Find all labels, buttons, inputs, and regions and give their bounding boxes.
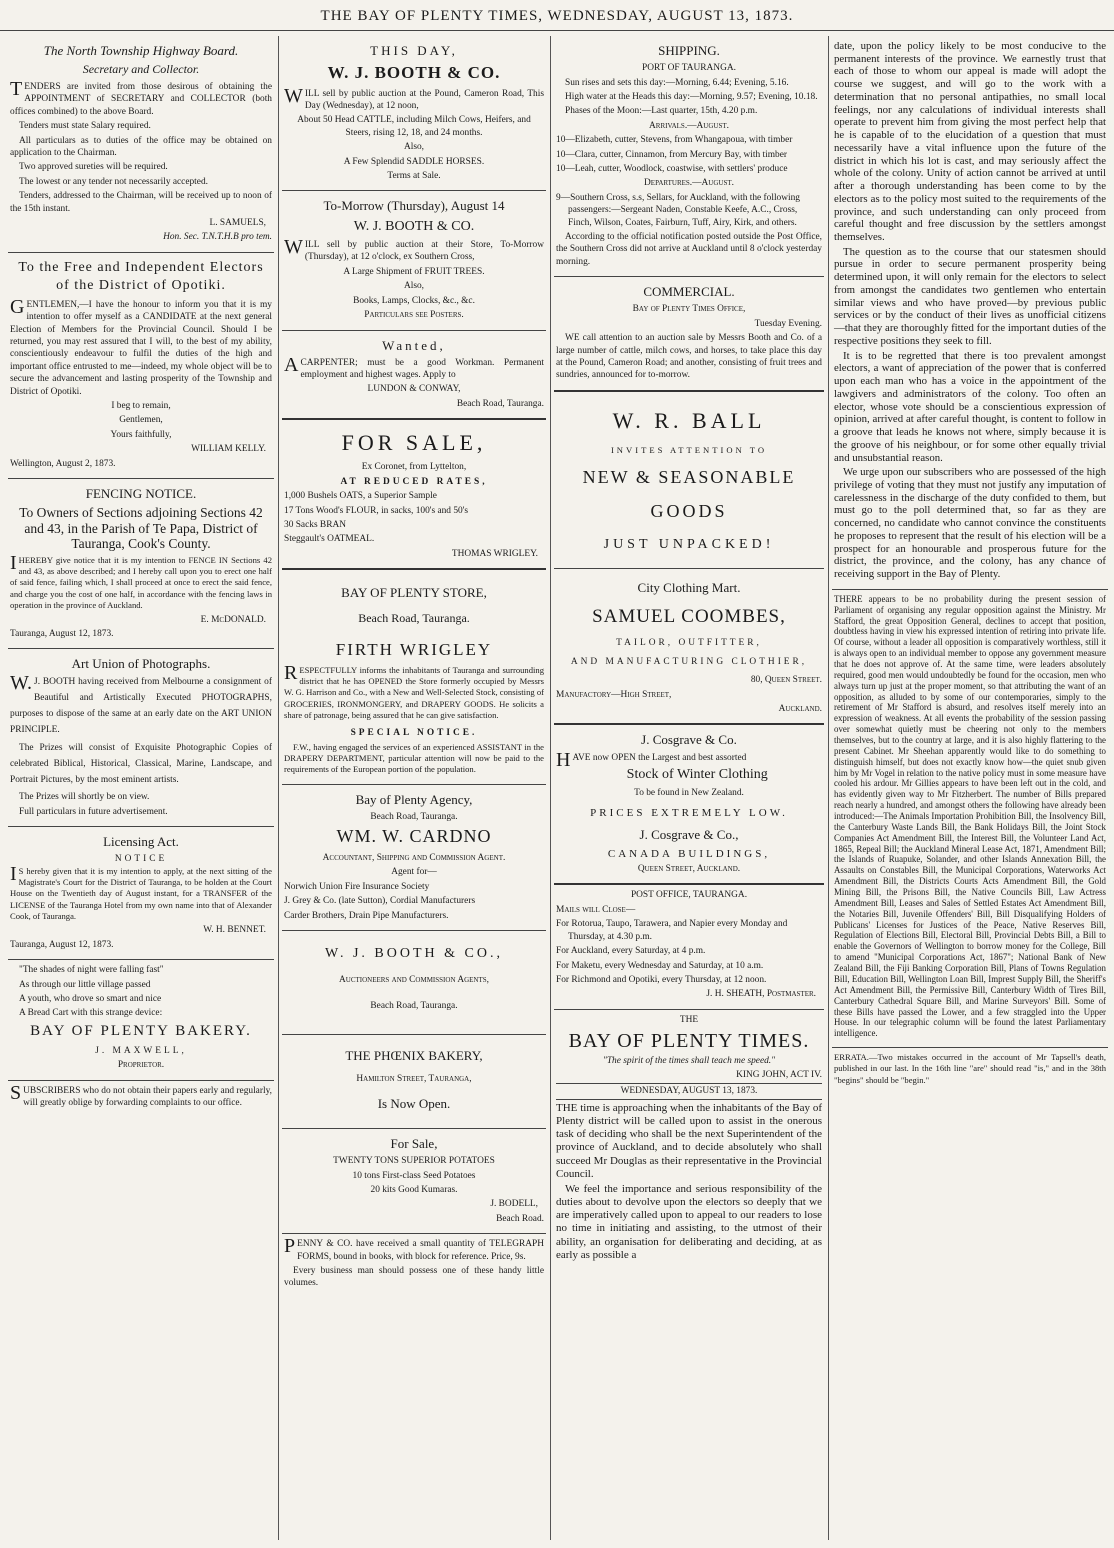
wanted-body: ACARPENTER; must be a good Workman. Permanent employment and highest wages. Apply to <box>284 353 544 381</box>
wanted-firm: LUNDON & CONWAY, <box>367 384 461 395</box>
agency-role: Accountant, Shipping and Commission Agent. <box>322 853 506 864</box>
electors-title: To the Free and Independent Electors of the District of Opotiki. <box>18 259 264 294</box>
phoenix-address: Hamilton Street, Tauranga, <box>356 1073 472 1084</box>
post-office-mails: Mails will Close— <box>556 904 636 915</box>
for-sale-item3: 30 Sacks BRAN <box>284 519 346 530</box>
fencing-sig: E. McDONALD. <box>200 614 266 625</box>
potatoes-line3: 20 kits Good Kumaras. <box>370 1185 458 1196</box>
errata-text: ERRATA.—Two mistakes occurred in the account of Mr Tapsell's death, published in our last. In the 16th line "are" should read "is," and in the 38th "begins" should be "begin." <box>834 1052 1106 1085</box>
auction-tomorrow-item: A Large Shipment of FRUIT TREES. <box>343 266 485 277</box>
bakery-role: Proprietor. <box>117 1060 165 1071</box>
tenders-advert <box>8 36 274 253</box>
bakery-line3: A youth, who drove so smart and nice <box>19 994 162 1005</box>
special-notice-body: F.W., having engaged the services of an experienced ASSISTANT in the DRAPERY DEPARTMENT, particular attention will now be paid to the requirements of the European portion of the population. <box>284 741 544 775</box>
coombes-name: SAMUEL COOMBES, <box>592 606 786 628</box>
auction-today-body: WILL sell by public auction at the Pound, Cameron Road, This Day (Wednesday), at 12 noon, <box>284 84 544 111</box>
electors-close3: Yours faithfully, <box>110 429 172 440</box>
phoenix-title: THE PHŒNIX BAKERY, <box>345 1048 483 1064</box>
tenders-p3: All particulars as to duties of the office may be obtained on application to the Chairman. <box>10 135 272 159</box>
agency-item3: Carder Brothers, Drain Pipe Manufacturers. <box>284 910 449 921</box>
editorial-p4: The question as to the course that our statesmen should pursue in order to secure permanent prosperity being determined upon, it will only remain for the electors to select from amongst the candidates two gentlemen who entertain similar views and who have proved—by previous public services or by the conduct of their lives as unofficial citizens—that they are thoroughly fitted for the important duties of the respective positions they seek to fill. <box>834 245 1106 347</box>
agency-for: Agent for— <box>391 867 437 878</box>
departure-1: 9—Southern Cross, s.s, Sellars, for Auckland, with the following passengers:—Sergeant Naden, Constable Keefe, A.C., Cross, Finch, Wilson, Coates, Fairburn, Tuff, Airy, Kirk, and others. <box>556 192 800 228</box>
tenders-p4: Two approved sureties will be required. <box>19 162 168 173</box>
commercial-title: COMMERCIAL. <box>643 284 735 300</box>
post-office-mail4: For Richmond and Opotiki, every Thursday, at 12 noon. <box>556 974 767 985</box>
coombes-advert <box>554 569 824 725</box>
column-rule <box>550 36 551 1540</box>
column-1 <box>8 36 274 1540</box>
arrival-1: 10—Elizabeth, cutter, Stevens, from Whangapoua, with timber <box>556 135 793 146</box>
for-sale-ex: Ex Coronet, from Lyttelton, <box>361 462 467 473</box>
subscribers-notice <box>8 1081 274 1118</box>
bakery-sig: J. MAXWELL, <box>95 1045 187 1056</box>
agency-address: Beach Road, Tauranga. <box>370 811 458 822</box>
masthead <box>0 4 1114 31</box>
for-sale-sig: THOMAS WRIGLEY. <box>451 548 538 559</box>
cosgrave-found: To be found in New Zealand. <box>634 788 744 799</box>
auction-today-also: Also, <box>403 142 425 153</box>
art-union-p4: Full particulars in future advertisement. <box>19 806 168 817</box>
electors-sig: WILLIAM KELLY. <box>191 444 266 455</box>
auction-tomorrow-particulars: Particulars see Posters. <box>364 310 464 321</box>
cosgrave-advert <box>554 725 824 885</box>
shipping-moon: Phases of the Moon:—Last quarter, 15th, 4.20 p.m. <box>565 106 758 117</box>
art-union-advert <box>8 649 274 827</box>
auction-today-head: THIS DAY, <box>370 43 458 58</box>
ball-advert <box>554 392 824 569</box>
for-sale-title: FOR SALE, <box>341 430 487 456</box>
fencing-body: IHEREBY give notice that it is my intention to FENCE IN Sections 42 and 43, as above described; and I hereby call upon you to erect one half of said fence, failing which, I shall proceed at once to erect the said fence, and charge you the cost of one half, in accordance with the fencing laws in operation in the province of Auckland. <box>10 551 272 611</box>
potatoes-line1: TWENTY TONS SUPERIOR POTATOES <box>333 1156 495 1167</box>
licensing-body: IS hereby given that it is my intention to apply, at the next sitting of the Magistrate's Court for the District of Tauranga, to be holden at the Court House on the Twentieth day of August instant, for a TRANSFER of the LICENSE of the Tauranga Hotel from my own name into that of Alexander Cook, of Tauranga. <box>10 862 272 922</box>
commercial-office: Bay of Plenty Times Office, <box>632 304 746 315</box>
cosgrave-building: CANADA BUILDINGS, <box>607 847 771 860</box>
for-sale-reduced: AT REDUCED RATES, <box>340 476 488 487</box>
cosgrave-body: HAVE now OPEN the Largest and best assorted <box>556 748 747 771</box>
masthead-title: THE BAY OF PLENTY TIMES, WEDNESDAY, AUGUST 13, 1873. <box>320 8 794 24</box>
booth-card <box>282 931 546 1035</box>
post-office-title: POST OFFICE, TAURANGA. <box>630 890 748 901</box>
editorial-p5: It is to be regretted that there is too prevalent amongst electors, a want of appreciation of the power that is conferred upon each man who has a voice in the appointment of the lawgivers and administrators of the colony. Too often an elector, whose vote should be a conscientious expression of opinion, arrived at after careful thought, is content to follow in a groove that leads he knows not where, simply because it is the groove of his neighbour, or for some other equally trivial and unsubstantial reason. <box>834 349 1106 464</box>
tenders-sig: L. SAMUELS, <box>209 218 266 229</box>
shipping-port: PORT OF TAURANGA. <box>642 63 736 74</box>
editorial-paper-name: BAY OF PLENTY TIMES. <box>568 1030 810 1053</box>
penny-advert <box>282 1234 546 1298</box>
parliament-article <box>832 590 1108 1048</box>
bakery-title: BAY OF PLENTY BAKERY. <box>30 1022 252 1039</box>
agency-advert <box>282 785 546 931</box>
editorial-motto: "The spirit of the times shall teach me speed." <box>602 1055 776 1066</box>
tenders-p6: Tenders, addressed to the Chairman, will be received up to noon of the 15th instant. <box>10 191 272 214</box>
shipping-tide: High water at the Heads this day:—Morning, 9.57; Evening, 10.18. <box>565 91 818 102</box>
auction-today-firm: W. J. BOOTH & CO. <box>327 63 501 83</box>
bakery-advert <box>8 960 274 1080</box>
editorial-cite: KING JOHN, ACT IV. <box>736 1069 822 1080</box>
editorial-p2: We feel the importance and serious responsibility of the duties about to devolve upon the electors so deeply that we are imperatively called upon to appeal to our readers to lose no time in initiating and assisting, to the utmost of their ability, an organisation for deliberating and deciding, at as early as possible a <box>556 1182 822 1261</box>
editorial-p6: We urge upon our subscribers who are possessed of the high privilege of voting that they must not justify any imputation of carelessness in the discharge of the duty confided to them, but must go to the poll determined that, so far as they are concerned, no candidate who cannot convince the constituents he proposes to represent that the result of his election will be a prospect for an honourable and prosperous future for the district, the province, and the colony, has any chance of receiving support in the Bay of Plenty. <box>834 466 1106 581</box>
store-advert <box>282 570 546 785</box>
potatoes-title: For Sale, <box>390 1136 438 1152</box>
art-union-p1: W.J. BOOTH having received from Melbourne a consignment of Beautiful and Artistically Executed PHOTOGRAPHS, purposes to dispose of the same at an early date on the ART UNION PRINCIPLE. <box>10 672 272 736</box>
cosgrave-firm: J. Cosgrave & Co. <box>641 732 737 748</box>
auction-tomorrow-head: To-Morrow (Thursday), August 14 <box>323 198 505 214</box>
potatoes-address: Beach Road. <box>496 1213 544 1224</box>
coombes-trade2: AND MANUFACTURING CLOTHIER, <box>570 656 808 667</box>
wanted-title: Wanted, <box>382 337 446 353</box>
shipping-section <box>554 36 824 277</box>
agency-name: WM. W. CARDNO <box>336 826 492 847</box>
licensing-advert <box>8 827 274 960</box>
wanted-advert <box>282 331 546 421</box>
shipping-title: SHIPPING. <box>658 43 720 58</box>
auction-tomorrow-also: Also, <box>403 281 425 292</box>
errata-notice <box>832 1048 1108 1094</box>
coombes-mart: City Clothing Mart. <box>637 580 741 596</box>
tenders-sig-title: Hon. Sec. T.N.T.H.B pro tem. <box>163 232 272 243</box>
column-rule <box>828 36 829 1540</box>
for-sale-item2: 17 Tons Wood's FLOUR, in sacks, 100's and 50's <box>284 505 469 516</box>
ball-invites: INVITES ATTENTION TO <box>610 444 768 455</box>
editorial-date: WEDNESDAY, AUGUST 13, 1873. <box>556 1083 822 1099</box>
auction-today-terms: Terms at Sale. <box>387 171 441 182</box>
penny-p2: Every business man should possess one of these handy little volumes. <box>284 1266 544 1289</box>
tenders-p5: The lowest or any tender not necessarily accepted. <box>19 176 208 187</box>
auction-today-advert <box>282 36 546 191</box>
agency-item2: J. Grey & Co. (late Sutton), Cordial Manufacturers <box>284 896 476 907</box>
shipping-departures: Departures.—August. <box>644 178 734 189</box>
ball-goods2: GOODS <box>650 500 728 521</box>
electors-advert <box>8 253 274 479</box>
editorial-the: THE <box>679 1014 699 1025</box>
auction-tomorrow-firm: W. J. BOOTH & CO. <box>353 218 475 234</box>
ball-unpacked: JUST UNPACKED! <box>603 536 775 552</box>
coombes-factory: Manufactory—High Street, <box>556 689 672 700</box>
ball-goods1: NEW & SEASONABLE <box>582 467 796 488</box>
store-title: BAY OF PLENTY STORE, <box>341 585 487 601</box>
potatoes-sig: J. BODELL, <box>490 1199 538 1210</box>
tenders-title: The North Township Highway Board. <box>43 43 239 58</box>
auction-today-horses: A Few Splendid SADDLE HORSES. <box>343 156 485 167</box>
column-3 <box>554 36 824 1540</box>
editorial-continued <box>832 36 1108 590</box>
post-office-mail1: For Rotorua, Taupo, Tarawera, and Napier every Monday and Thursday, at 4.30 p.m. <box>556 919 788 942</box>
potatoes-advert <box>282 1129 546 1234</box>
bakery-line1: "The shades of night were falling fast" <box>19 965 164 976</box>
booth-name: W. J. BOOTH & CO., <box>325 946 503 962</box>
fencing-date: Tauranga, August 12, 1873. <box>10 628 114 639</box>
store-name: FIRTH WRIGLEY <box>335 640 493 660</box>
post-office-section <box>554 885 824 1009</box>
phoenix-advert <box>282 1035 546 1129</box>
store-body: RESPECTFULLY informs the inhabitants of Tauranga and surrounding district that he has OPENED the Store formerly occupied by Messrs W. G. Harrison and Co., with a New and Well-Selected Stock, consisting of GROCERIES, IRONMONGERY, and DRAPERY GOODS. He solicits a share of patronage, being assured that he can give satisfaction. <box>284 661 544 720</box>
shipping-arrivals: Arrivals.—August. <box>649 120 729 131</box>
commercial-section <box>554 277 824 392</box>
tenders-subtitle: Secretary and Collector. <box>82 62 200 77</box>
column-2 <box>282 36 546 1540</box>
art-union-p2: The Prizes will consist of Exquisite Photographic Copies of celebrated Biblical, Historical, Classical, Marine, Landscape, and Portrait Pictures, by the most eminent artists. <box>10 743 272 786</box>
penny-p1: PENNY & CO. have received a small quantity of TELEGRAPH FORMS, bound in books, with block for reference. Price, 9s. <box>284 1235 544 1262</box>
arrival-2: 10—Clara, cutter, Cinnamon, from Mercury Bay, with timber <box>556 149 787 160</box>
electors-close2: Gentlemen, <box>119 415 163 426</box>
potatoes-line2: 10 tons First-class Seed Potatoes <box>352 1170 476 1181</box>
store-address: Beach Road, Tauranga. <box>358 611 470 626</box>
fencing-advert <box>8 479 274 649</box>
booth-role: Auctioneers and Commission Agents, <box>339 974 489 985</box>
electors-body: GENTLEMEN,—I have the honour to inform you that it is my intention to offer myself as a CANDIDATE at the next general Election of Members for the Provincial Council. Should I be returned, you may rest assured that I will, to the best of my ability, conscientiously endeavour to fulfil the duties of the high and important office entrusted to me—indeed, my whole object will be to secure the advancement and lasting prosperity of the Township and District of Opotiki. <box>10 295 272 397</box>
shipping-note: According to the official notification posted outside the Post Office, the Southern Cross did not arrive at Auckland until 8 o'clock yesterday morning. <box>556 232 822 267</box>
licensing-notice: NOTICE <box>114 854 168 865</box>
commercial-body: WE call attention to an auction sale by Messrs Booth and Co. of a large number of cattle, milch cows, and horses, to take place this day at the Pound, Cameron Road; and another, consisting of fruit trees and sundries, announced for to-morrow. <box>556 333 822 381</box>
bakery-line4: A Bread Cart with this strange device: <box>19 1008 163 1019</box>
editorial-p3: date, upon the policy likely to be most conducive to the permanent interests of the province. We earnestly trust that each of those to whom our appeal is made will adopt the course we suggest, and will go to the work with a determination that no personal antipathies, no small local feelings, nor any calculations of individual interests shall operate to prevent him from giving the most perfect help that he is capable of to the elucidation of a question that must necessarily have a vital influence upon the future of the district in which his lot is cast, and may seriously affect the whole of the colony. Unity of action cannot be arrived at until after a thorough understanding has been come to by the electors as to the policy most suited to the requirements of the province, and such understanding can only proceed from careful thought and free discussion by the settlers amongst themselves. <box>834 40 1106 244</box>
post-office-sig: J. H. SHEATH, Postmaster. <box>706 989 816 1000</box>
auction-tomorrow-advert <box>282 191 546 330</box>
coombes-address: 80, Queen Street. <box>750 675 822 686</box>
bakery-line2: As through our little village passed <box>19 979 151 990</box>
for-sale-item1: 1,000 Bushels OATS, a Superior Sample <box>284 491 437 502</box>
auction-today-item: About 50 Head CATTLE, including Milch Cows, Heifers, and Steers, rising 12, 18, and 24 months. <box>297 115 531 138</box>
special-notice-title: SPECIAL NOTICE. <box>350 728 478 739</box>
phoenix-open: Is Now Open. <box>377 1095 451 1111</box>
electors-date: Wellington, August 2, 1873. <box>10 458 116 469</box>
for-sale-advert <box>282 420 546 570</box>
post-office-mail3: For Maketu, every Wednesday and Saturday, at 10 a.m. <box>556 960 764 971</box>
licensing-date: Tauranga, August 12, 1873. <box>10 939 114 950</box>
editorial-section <box>554 1010 824 1270</box>
tenders-p2: Tenders must state Salary required. <box>19 121 151 132</box>
agency-title: Bay of Plenty Agency, <box>355 791 473 807</box>
post-office-mail2: For Auckland, every Saturday, at 4 p.m. <box>556 946 706 957</box>
booth-address: Beach Road, Tauranga. <box>370 1000 458 1011</box>
agency-item1: Norwich Union Fire Insurance Society <box>284 881 430 892</box>
fencing-title: FENCING NOTICE. <box>85 486 197 502</box>
ball-name: W. R. BALL <box>612 407 766 433</box>
cosgrave-stock: Stock of Winter Clothing <box>626 767 768 783</box>
auction-tomorrow-books: Books, Lamps, Clocks, &c., &c. <box>353 295 475 306</box>
auction-tomorrow-body: WILL sell by public auction at their Store, To-Morrow (Thursday), at 12 o'clock, ex Southern Cross, <box>284 236 544 263</box>
commercial-day: Tuesday Evening. <box>754 318 822 329</box>
cosgrave-prices: PRICES EXTREMELY LOW. <box>590 806 788 819</box>
fencing-subtitle: To Owners of Sections adjoining Sections 42 and 43, in the Parish of Te Papa, District of Tauranga, Cook's County. <box>19 505 263 552</box>
parliament-body: THERE appears to be no probability during the present session of Parliament of organising any regular opposition against the Ministry. Mr Stafford, the great Opposition General, declines to accept that position, doubtless having in view his expressed intention of retiring into private life. Of course, without a leader all opposition is comparatively worthless, still it is always open to an individual member to oppose any government measure that he does not approve of. At the same time, were leaders absolutely required, good men would undoubtedly be found for the occasion, men who always turn up just at the proper moment, so that attributing the want of an opposition, as alluded to by some of our contemporaries, simply to the retirement of Mr Stafford is absurd, and resolves itself merely into an expression of weakness. At all events the probability of the session passing over somewhat quietly must be cheering not only to the members themselves, but to the country at large, and it is also highly flattering to the present Cabinet. Mr Sheehan apparently would like to do something to distinguish himself, but does not exactly know how—the quiet snub given him by Mr Vogel in relation to the native policy must in some measure have cooled his ardour. Mr Gillies appears to have been left out in the cold, and has evidently given way to Mr Fitzherbert. The number of Bills prepared reach nearly a hundred, and amongst others the following have already been introduced:—The Animals Importation Prohibition Bill, the Insolvency Bill, the Canterbury Waste Lands Bill, the Bank Holidays Bill, the Joint Stock Companies Act Amendment Bill, the Interest Bill, the Volunteer Land Act, 1865, Repeal Bill; the Auckland Mineral Lease Act, 1871, Amendment Bill; the Islands of Ruapuke, Solander, and other Islands Annexation Bill, the Assaults on Constables Bill, the Municipal Corporations, Waterworks Act Amendment Bill, the Districts Courts Acts Amendment Bill, the Gold Mining Bill, the Prisons Bill, the Native Councils Bill, Law Actress Amendment Bill, Leases and Sales of Settled Estates Act Amendment Bill, the Notaries Bill, Juvenile Offenders' Bill, Bill Disqualifying Holders of Publicans' Licenses for Justices of the Peace, Native Reserves Bill, Regulation of Elections Bill, Electoral Bill, Provincial Debts Bill, a Bill to enable the Governors of Wellington to borrow money for the College, Bill to amend "Municipal Corporations Act, 1867"; National Bank of New Zealand Bill, the Fiji Banking Corporation Bill, Plans of Towns Regulation Bill, Education Bill, Wellington Loan Bill, Imprest Supply Bill, the Sheriff's Act Amendment Bill, the Permissive Bill, Canterbury Width of Tires Bill, Canterbury Cathedral Square Bill, and Marine Surveyors' Bill. Some of these Bills have passed the Lower, and a few straggled into the Upper House. In our telegraphic column will be found the latest Parliamentary intelligence. <box>834 593 1106 1039</box>
for-sale-item4: Steggault's OATMEAL. <box>284 534 375 545</box>
cosgrave-firm2: J. Cosgrave & Co., <box>639 827 739 843</box>
arrival-3: 10—Leah, cutter, Woodlock, coastwise, with settlers' produce <box>556 164 788 174</box>
licensing-sig: W. H. BENNET. <box>203 925 266 936</box>
editorial-p1: THE time is approaching when the inhabitants of the Bay of Plenty district will be called upon to assist in the onerous task of deciding who shall be the next Superintendent of the province of Auckland, and to decide absolutely who shall succeed Mr Douglas as their representative in the Provincial Council. <box>556 1101 822 1180</box>
column-4 <box>832 36 1108 1540</box>
coombes-trade1: TAILOR, OUTFITTER, <box>616 638 762 649</box>
coombes-city: Auckland. <box>778 704 822 715</box>
art-union-title: Art Union of Photographs. <box>71 656 211 672</box>
electors-close1: I beg to remain, <box>111 401 171 412</box>
cosgrave-street: Queen Street, Auckland. <box>637 864 741 875</box>
art-union-p3: The Prizes will shortly be on view. <box>19 792 150 803</box>
licensing-title: Licensing Act. <box>103 834 179 850</box>
subscribers-text: SUBSCRIBERS who do not obtain their papers early and regularly, will greatly oblige by forwarding complaints to our office. <box>10 1081 272 1108</box>
shipping-sun: Sun rises and sets this day:—Morning, 6.44; Evening, 5.16. <box>565 77 789 88</box>
wanted-address: Beach Road, Tauranga. <box>456 398 544 409</box>
column-rule <box>278 36 279 1540</box>
tenders-p1: TENDERS are invited from those desirous of obtaining the APPOINTMENT of SECRETARY and COLLECTOR (both offices combined) to the above Board. <box>10 77 272 117</box>
